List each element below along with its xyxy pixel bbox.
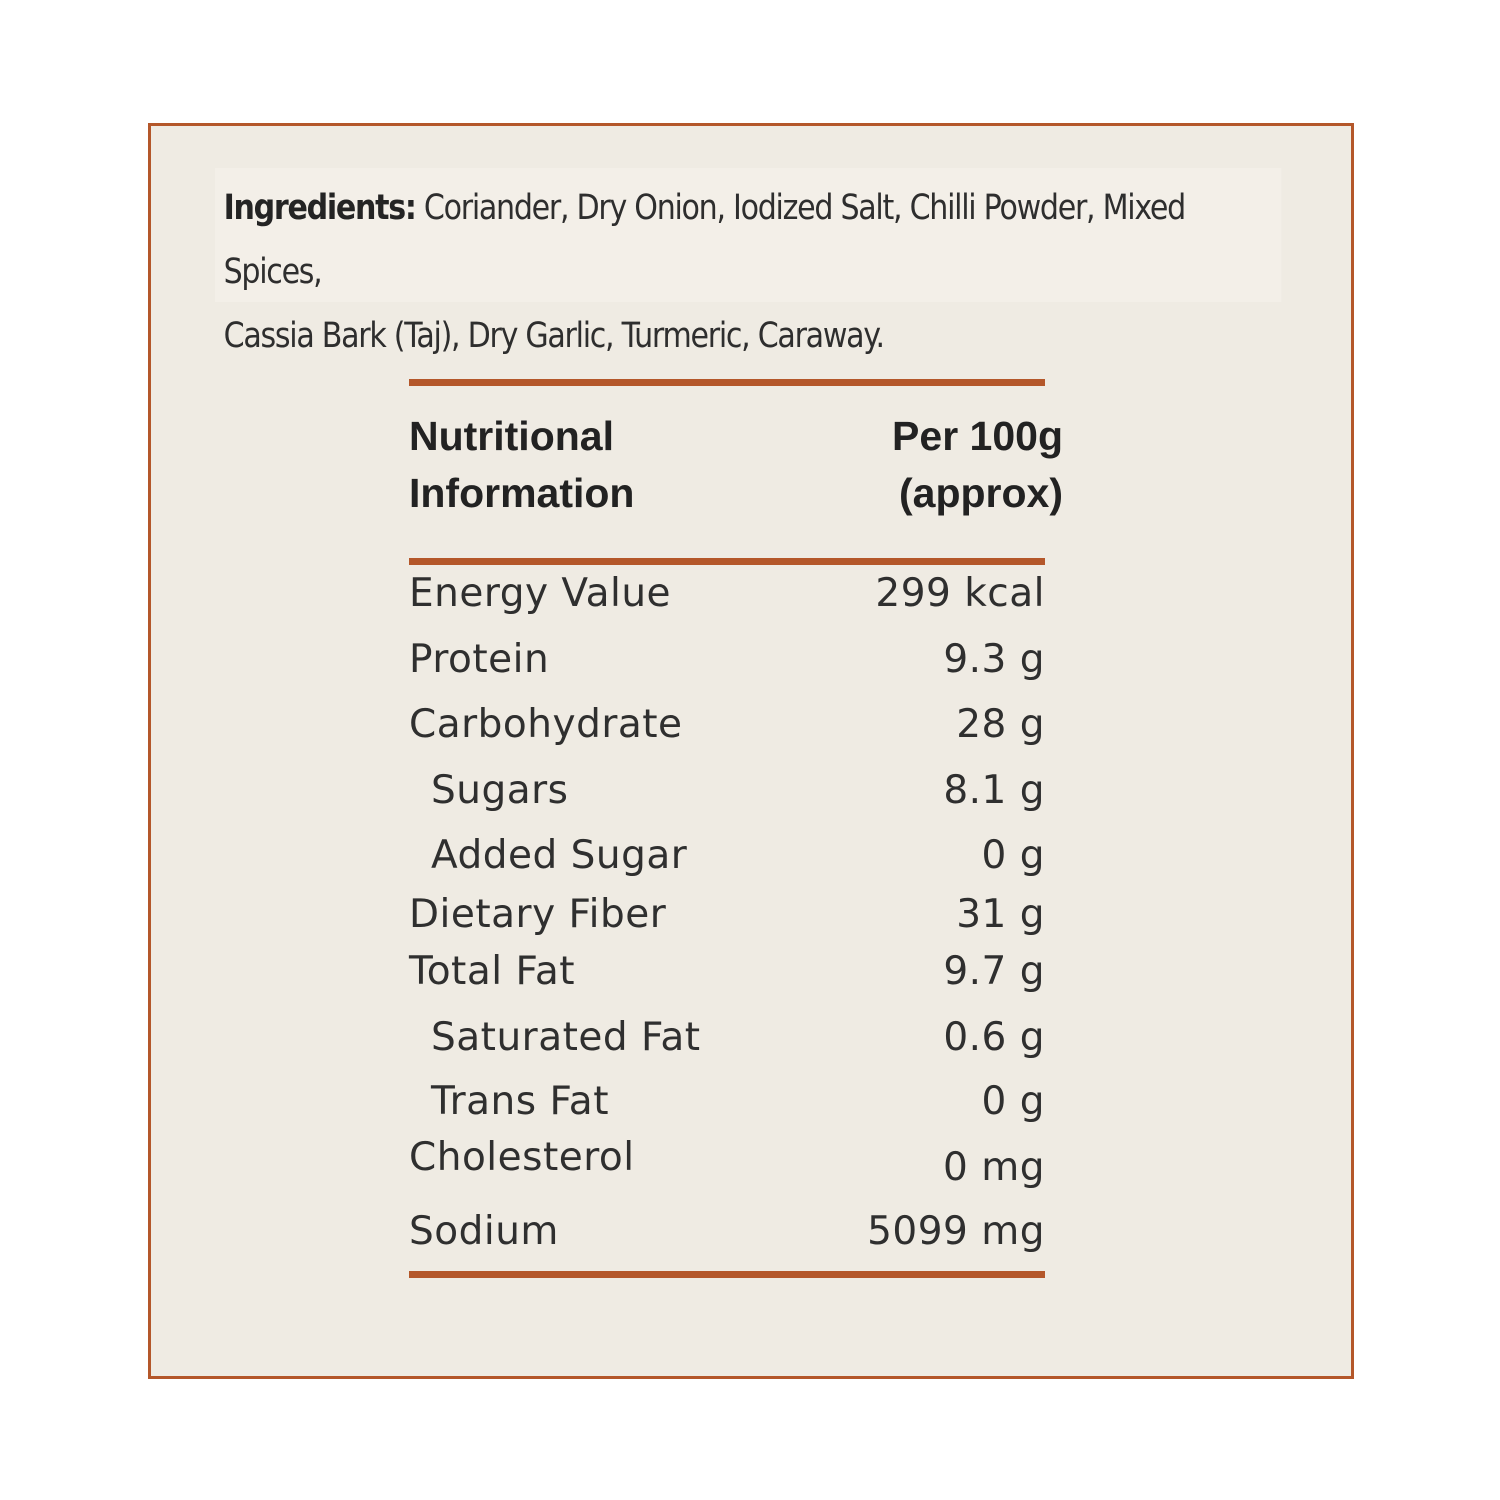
ingredients-line-2: Cassia Bark (Taj), Dry Garlic, Turmeric, Caraway.: [223, 316, 884, 356]
header-right-line-2: (approx): [899, 470, 1063, 516]
nutrition-table: [409, 379, 1063, 1278]
table-row: [409, 637, 1049, 702]
row-name-dietary-fiber: Dietary Fiber: [409, 892, 667, 937]
row-value-saturated-fat: 0.6 g: [943, 1015, 1045, 1060]
table-row: [409, 949, 1049, 1015]
row-name-added-sugar: Added Sugar: [431, 833, 688, 878]
table-row: [409, 833, 1049, 892]
table-row: [409, 1079, 1049, 1135]
row-name-carbohydrate: Carbohydrate: [409, 702, 683, 747]
ingredients-heading: Ingredients:: [223, 188, 416, 228]
row-value-sugars: 8.1 g: [943, 768, 1045, 813]
top-rule: [409, 379, 1045, 386]
nutrition-rows: [409, 573, 1049, 1271]
header-rule: [409, 558, 1045, 565]
row-name-trans-fat: Trans Fat: [431, 1079, 610, 1124]
row-value-total-fat: 9.7 g: [943, 949, 1045, 994]
header-left-line-1: Nutritional: [409, 413, 614, 459]
header-per-100g: [892, 408, 1063, 522]
row-value-added-sugar: 0 g: [981, 833, 1045, 878]
nutrition-label-card: [148, 123, 1354, 1379]
row-value-trans-fat: 0 g: [981, 1079, 1045, 1124]
row-value-protein: 9.3 g: [943, 637, 1045, 682]
header-nutritional-information: [409, 408, 634, 522]
table-row: [409, 1135, 1049, 1209]
row-value-dietary-fiber: 31 g: [956, 892, 1045, 937]
row-name-cholesterol: Cholesterol: [409, 1135, 635, 1180]
table-row: [409, 768, 1049, 833]
row-value-carbohydrate: 28 g: [956, 702, 1045, 747]
table-row: [409, 702, 1049, 768]
bottom-rule: [409, 1271, 1045, 1278]
table-row: [409, 1015, 1049, 1079]
row-value-energy: 299 kcal: [875, 571, 1045, 616]
row-name-saturated-fat: Saturated Fat: [431, 1015, 701, 1060]
table-row: [409, 1209, 1049, 1271]
row-name-total-fat: Total Fat: [409, 949, 576, 994]
row-value-sodium: 5099 mg: [867, 1209, 1045, 1254]
row-value-cholesterol: 0 mg: [943, 1145, 1045, 1190]
table-row: [409, 892, 1049, 949]
table-row: [409, 571, 1049, 635]
row-name-protein: Protein: [409, 637, 550, 682]
table-header: [409, 408, 1063, 558]
ingredients-section: [215, 168, 1281, 356]
ingredients-text-1: Coriander, Dry Onion, Iodized Salt, Chilli Powder, Mixed Spices,: [223, 188, 1185, 292]
row-name-energy: Energy Value: [409, 571, 672, 616]
row-name-sodium: Sodium: [409, 1209, 559, 1254]
header-left-line-2: Information: [409, 470, 635, 516]
ingredients-line-1: [224, 176, 1282, 304]
header-right-line-1: Per 100g: [892, 413, 1063, 459]
row-name-sugars: Sugars: [431, 768, 569, 813]
